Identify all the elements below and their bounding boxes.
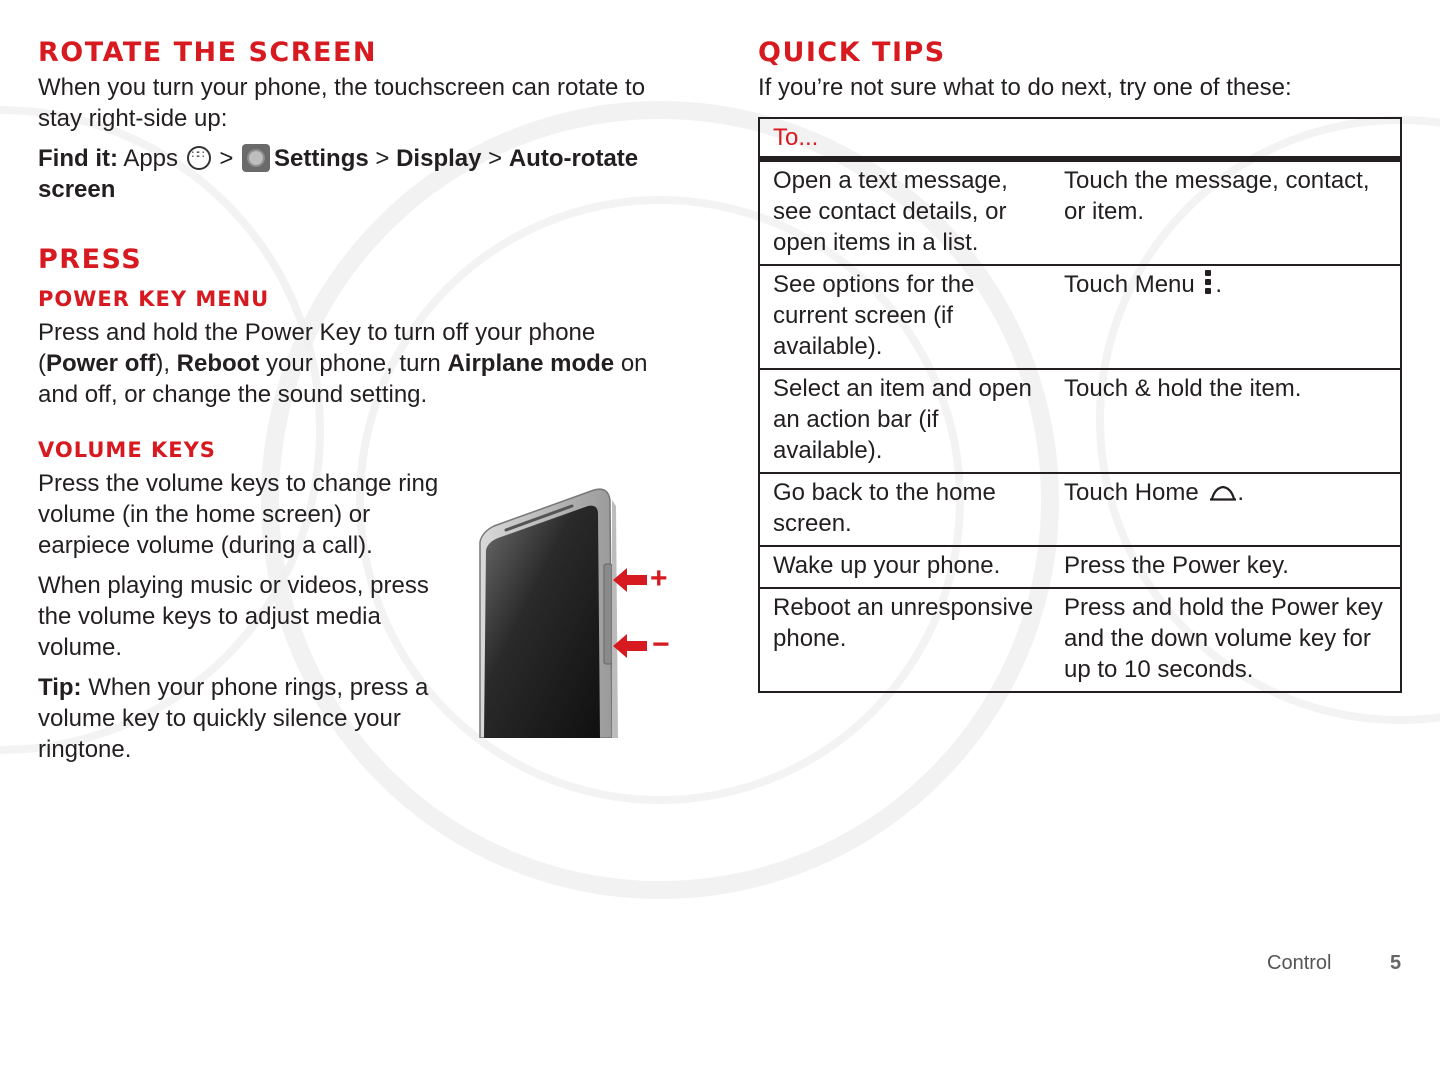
reboot-term: Reboot	[176, 350, 260, 377]
power-body-4: on and off, or change the sound setting.	[38, 350, 648, 408]
page-number: 5	[1390, 952, 1402, 974]
tip-action-text: Touch Menu	[1064, 271, 1195, 298]
path-sep-1: >	[219, 145, 234, 172]
quick-tips-table	[758, 117, 1402, 693]
tip-label: Tip:	[38, 674, 82, 701]
menu-icon	[1205, 270, 1211, 296]
apps-icon	[187, 146, 211, 170]
table-row	[759, 473, 1401, 546]
tip-to: Select an item and open an action bar (if available).	[759, 369, 1051, 473]
home-icon	[1209, 484, 1237, 502]
table-row	[759, 369, 1401, 473]
tip-text: When your phone rings, press a volume key to quickly silence your ringtone.	[38, 674, 429, 763]
table-row	[759, 546, 1401, 588]
table-header: To...	[759, 118, 1401, 159]
tip-to: See options for the current screen (if available).	[759, 265, 1051, 369]
power-body-3: your phone, turn	[259, 350, 448, 377]
tip-action	[1051, 265, 1401, 369]
quick-tips-heading: QUICK TIPS	[758, 37, 946, 68]
tip-action: Touch & hold the item.	[1051, 369, 1401, 473]
phone-drawing	[476, 486, 686, 738]
right-column	[758, 36, 1404, 683]
tip-action-text: Touch Home	[1064, 479, 1199, 506]
tip-action: Press the Power key.	[1051, 546, 1401, 588]
table-header-row	[759, 118, 1401, 159]
power-body-2: ),	[155, 350, 177, 377]
path-sep-3: >	[488, 145, 503, 172]
path-autorotate: Auto-rotate screen	[38, 145, 639, 203]
airplane-term: Airplane mode	[447, 350, 615, 377]
tip-to: Open a text message, see contact details, or open items in a list.	[759, 159, 1051, 265]
table-row	[759, 588, 1401, 692]
volume-para-1: Press the volume keys to change ring volume (in the home screen) or earpiece volume (during a call).	[38, 470, 439, 559]
tip-action-suffix: .	[1237, 479, 1245, 506]
volume-up-arrow	[611, 566, 651, 594]
volume-para-2: When playing music or videos, press the volume keys to adjust media volume.	[38, 572, 429, 661]
volume-tip	[38, 672, 458, 765]
press-heading: PRESS	[38, 244, 143, 275]
settings-icon	[242, 144, 270, 172]
table-row	[759, 265, 1401, 369]
tip-to: Go back to the home screen.	[759, 473, 1051, 546]
phone-illustration	[476, 486, 686, 738]
power-key-menu-heading: POWER KEY MENU	[38, 287, 270, 311]
path-display: Display	[396, 145, 482, 172]
power-key-menu-body	[38, 317, 658, 410]
volume-down-arrow	[611, 632, 651, 660]
quick-tips-intro: If you’re not sure what to do next, try one of these:	[758, 74, 1292, 101]
power-body-1: Press and hold the Power Key to turn off your phone (	[38, 319, 596, 377]
rotate-body: When you turn your phone, the touchscreen can rotate to stay right-side up:	[38, 74, 646, 132]
volume-keys-heading: VOLUME KEYS	[38, 438, 216, 462]
tip-action: Touch the message, contact, or item.	[1051, 159, 1401, 265]
power-off-term: Power off	[46, 350, 156, 377]
apps-label: Apps	[123, 145, 179, 172]
rotate-heading: ROTATE THE SCREEN	[38, 37, 378, 68]
tip-action-suffix: .	[1215, 271, 1223, 298]
tip-to: Wake up your phone.	[759, 546, 1051, 588]
find-it-path	[38, 143, 678, 205]
path-settings: Settings	[274, 145, 369, 172]
volume-minus-label: −	[652, 628, 670, 661]
find-it-label: Find it:	[38, 145, 118, 172]
volume-plus-label: +	[650, 562, 668, 595]
tip-to: Reboot an unresponsive phone.	[759, 588, 1051, 692]
path-sep-2: >	[375, 145, 390, 172]
footer-section-label: Control	[1267, 952, 1332, 974]
tip-action	[1051, 473, 1401, 546]
table-row	[759, 159, 1401, 265]
tip-action: Press and hold the Power key and the down volume key for up to 10 seconds.	[1051, 588, 1401, 692]
